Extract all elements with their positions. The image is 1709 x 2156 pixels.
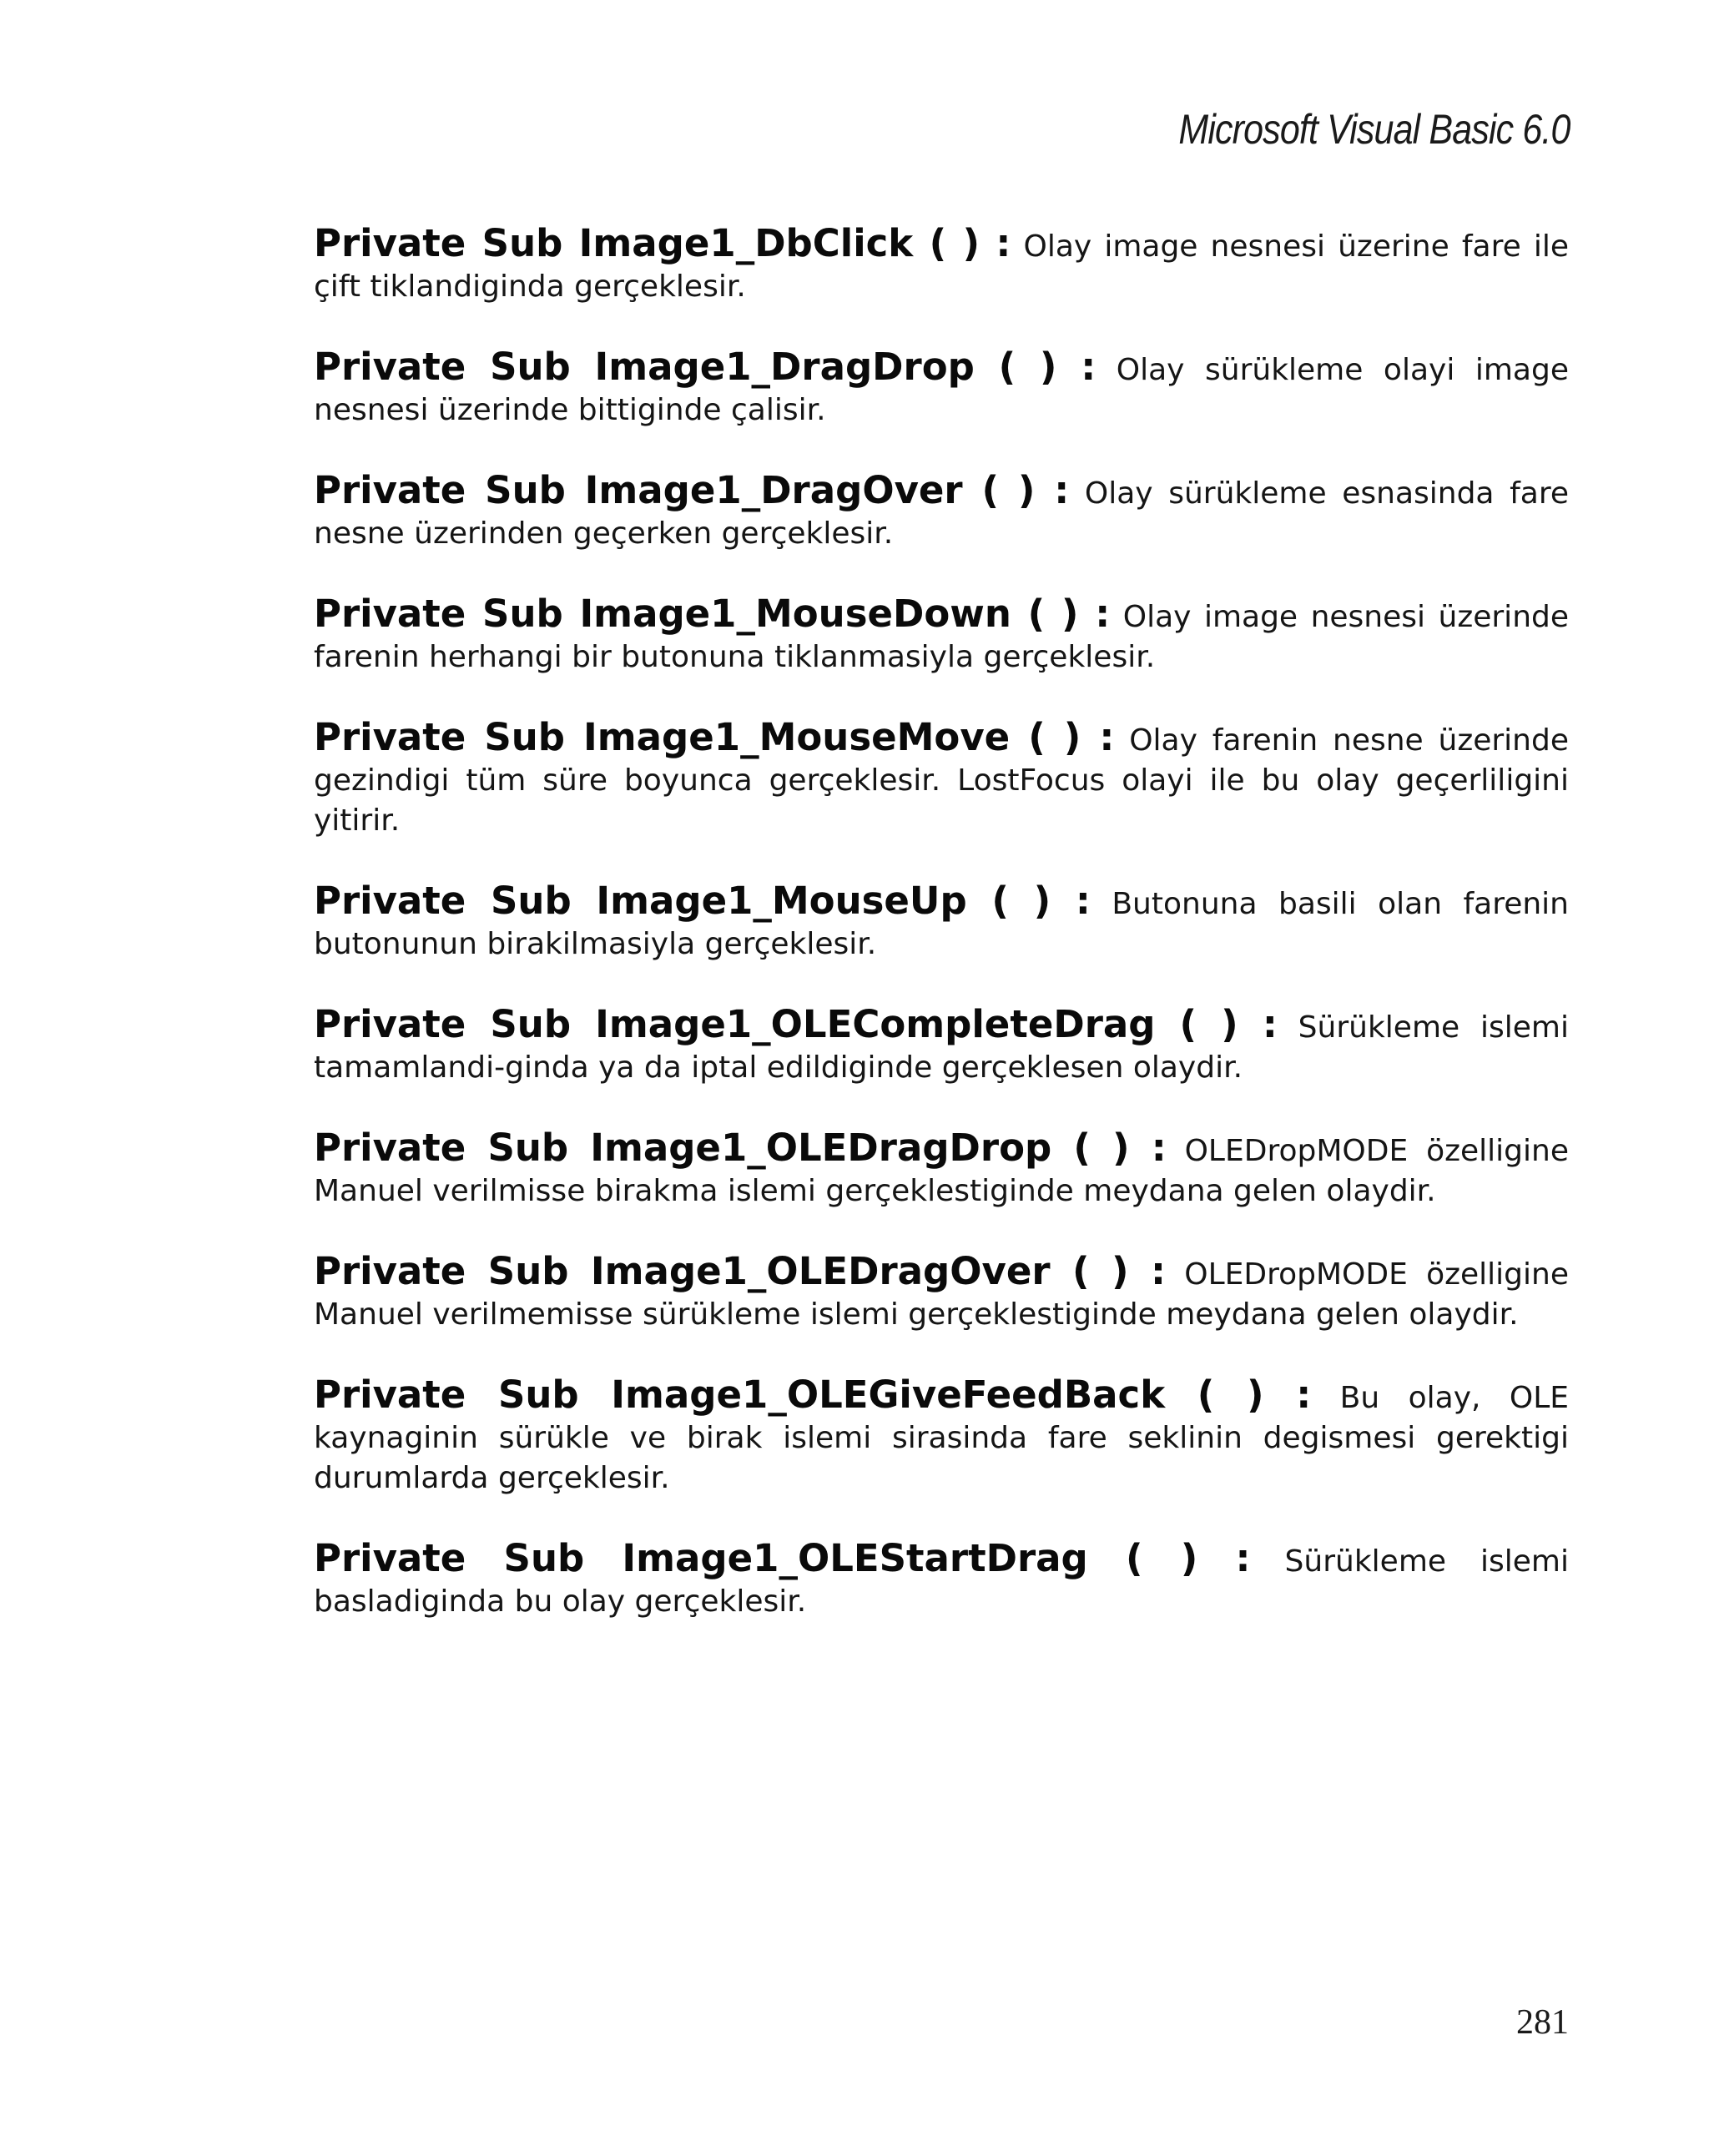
page-number: 281 [1516,2003,1569,2042]
event-signature: Private Sub Image1_MouseMove ( ) : [314,715,1115,759]
running-head-title: Microsoft Visual Basic 6.0 [1178,106,1570,153]
event-entry-mousemove [314,715,1569,841]
event-signature: Private Sub Image1_DragDrop ( ) : [314,345,1096,389]
event-list [314,221,1570,1662]
event-description: Sürükleme islemi tamamlandi-ginda ya da iptal edildiginde gerçeklesen olaydir. [314,1010,1569,1085]
event-signature: Private Sub Image1_OLECompleteDrag ( ) : [314,1002,1278,1046]
event-description: Olay image nesnesi üzerine fare ile çift tiklandiginda gerçeklesir. [314,229,1570,304]
event-entry-dbclick [314,221,1570,307]
event-entry-oledragdrop [314,1128,1569,1211]
event-signature: Private Sub Image1_OLEStartDrag ( ) : [314,1536,1251,1580]
event-entry-dragdrop [314,347,1569,431]
event-description: Butonuna basili olan farenin butonunun birakilmasiyla gerçeklesir. [314,887,1569,961]
event-description: Bu olay, OLE kaynaginin sürükle ve birak islemi sirasinda fare seklinin degismesi gerektigi durumlarda gerçeklesir. [314,1381,1570,1495]
event-entry-olecompletedrag [314,1002,1569,1088]
event-entry-mouseup [314,881,1569,965]
event-description: Sürükleme islemi basladiginda bu olay gerçeklesir. [314,1544,1570,1619]
event-description: Olay sürükleme olayi image nesnesi üzerinde bittiginde çalisir. [314,353,1569,427]
event-description: OLEDropMODE özelligine Manuel verilmemisse sürükleme islemi gerçeklestiginde meydana gelen olaydir. [314,1257,1569,1332]
event-signature: Private Sub Image1_MouseDown ( ) : [314,592,1111,636]
event-description: Olay farenin nesne üzerinde gezindigi tüm süre boyunca gerçeklesir. LostFocus olayi ile bu olay geçerliligini yitirir. [314,723,1569,838]
event-signature: Private Sub Image1_DragOver ( ) : [314,468,1070,512]
event-signature: Private Sub Image1_MouseUp ( ) : [314,879,1091,923]
event-signature: Private Sub Image1_OLEDragOver ( ) : [314,1249,1167,1293]
event-description: OLEDropMODE özelligine Manuel verilmisse birakma islemi gerçeklestiginde meydana gelen olaydir. [314,1134,1569,1208]
event-description: Olay sürükleme esnasinda fare nesne üzerinden geçerken gerçeklesir. [314,476,1569,551]
event-signature: Private Sub Image1_OLEGiveFeedBack ( ) : [314,1373,1312,1417]
event-entry-oledragover [314,1249,1569,1335]
event-entry-dragover [314,468,1569,554]
event-entry-olestartdrag [314,1536,1570,1622]
event-entry-olegivefeedback [314,1375,1569,1499]
event-signature: Private Sub Image1_DbClick ( ) : [314,221,1011,265]
event-description: Olay image nesnesi üzerinde farenin herhangi bir butonuna tiklanmasiyla gerçeklesir. [314,600,1570,674]
event-entry-mousedown [314,594,1569,678]
event-signature: Private Sub Image1_OLEDragDrop ( ) : [314,1126,1167,1170]
